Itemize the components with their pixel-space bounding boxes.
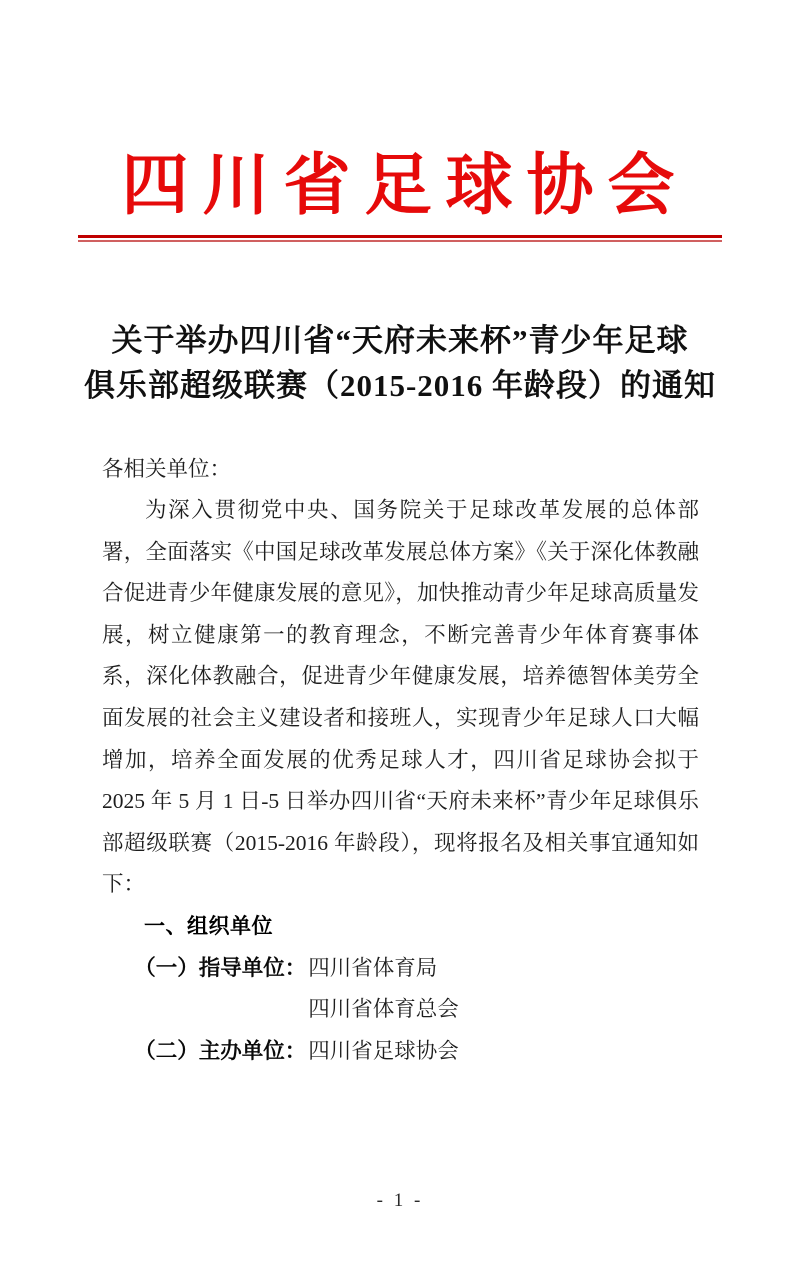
section-heading-organizers: 一、组织单位 — [144, 915, 273, 939]
org-item-guidance-unit — [102, 948, 699, 1031]
document-title-line2: 俱乐部超级联赛（2015-2016 年龄段）的通知 — [83, 367, 717, 403]
org-item-value: 四川省体育局 — [308, 955, 438, 980]
org-item-value: 四川省足球协会 — [308, 1038, 459, 1063]
org-item-host-unit — [102, 1031, 699, 1073]
org-item-label: （一）指导单位： — [134, 955, 307, 980]
document-title-line1: 关于举办四川省“天府未来杯”青少年足球 — [111, 322, 689, 358]
document-body — [102, 449, 699, 1073]
document-title — [60, 318, 740, 408]
intro-paragraph: 为深入贯彻党中央、国务院关于足球改革发展的总体部署，全面落实《中国足球改革发展总体方案》《关于深化体教融合促进青少年健康发展的意见》，加快推动青少年足球高质量发展，树立健康第一的教育理念，不断完善青少年体育赛事体系，深化体教融合，促进青少年健康发展，培养德智体美劳全面发展的社会主义建设者和接班人，实现青少年足球人口大幅增加，培养全面发展的优秀足球人才，四川省足球协会拟于 2025 年 5 月 1 日-5 日举办四川省“天府未来杯”青少年足球俱乐部超级联赛（2015-2016 年龄段），现将报名及相关事宜通知如下： — [102, 498, 699, 897]
org-item-label: （二）主办单位： — [134, 1038, 307, 1063]
divider-thin-line — [78, 240, 722, 242]
org-item-values — [308, 1031, 459, 1073]
page-number — [0, 1190, 800, 1212]
letterhead-org-name: 四川省足球协会 — [121, 149, 689, 223]
letterhead — [0, 143, 800, 242]
org-item-value: 四川省体育总会 — [308, 997, 459, 1022]
divider-thick-line — [78, 235, 722, 238]
salutation: 各相关单位： — [102, 456, 232, 481]
page-number-text: - 1 - — [376, 1190, 424, 1211]
org-item-values — [308, 948, 459, 1031]
letterhead-divider — [78, 235, 722, 242]
document-page — [0, 143, 800, 1274]
